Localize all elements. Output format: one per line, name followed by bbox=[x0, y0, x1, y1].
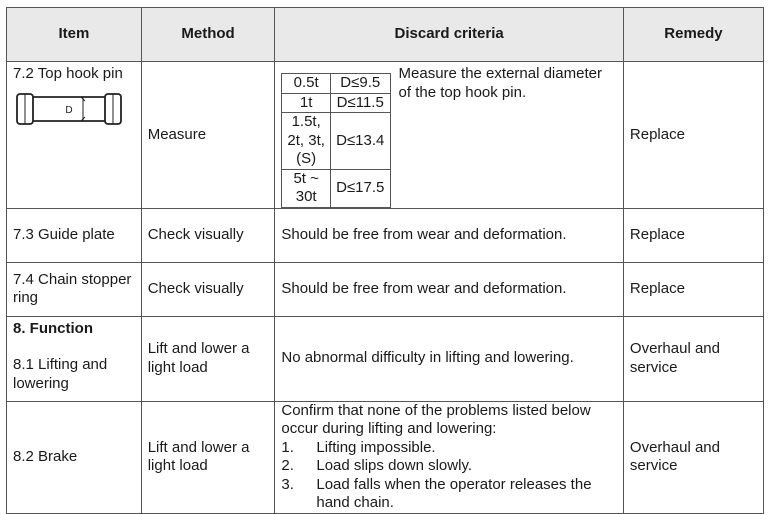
capacity-cell: 1.5t, 2t, 3t, (S) bbox=[282, 113, 331, 170]
table-row bbox=[7, 62, 764, 209]
pin-diameter-label: D bbox=[65, 104, 73, 116]
item-cell: 7.3 Guide plate bbox=[7, 208, 142, 262]
capacity-cell: 0.5t bbox=[282, 74, 331, 94]
capacity-cell: 5t ~ 30t bbox=[282, 169, 331, 207]
item-label: 7.2 Top hook pin bbox=[13, 65, 123, 82]
table-row bbox=[7, 316, 764, 401]
criteria-cell: Should be free from wear and deformation. bbox=[275, 262, 624, 316]
list-number: 2. bbox=[281, 457, 294, 474]
table-row bbox=[7, 401, 764, 513]
method-cell: Check visually bbox=[141, 262, 275, 316]
remedy-cell: Overhaul and service bbox=[623, 401, 763, 513]
item-cell bbox=[7, 316, 142, 401]
size-row bbox=[282, 74, 390, 94]
inspection-table bbox=[6, 7, 764, 514]
list-item bbox=[281, 457, 617, 476]
section-heading: 8. Function bbox=[13, 319, 93, 337]
table-row bbox=[7, 262, 764, 316]
header-remedy: Remedy bbox=[623, 8, 763, 62]
header-item: Item bbox=[7, 8, 142, 62]
list-text: Load falls when the operator releases the hand chain. bbox=[316, 475, 592, 511]
header-criteria: Discard criteria bbox=[275, 8, 624, 62]
criteria-cell bbox=[275, 62, 624, 209]
list-number: 1. bbox=[281, 438, 294, 456]
item-cell: 8.2 Brake bbox=[7, 401, 142, 513]
size-row bbox=[282, 113, 390, 170]
diameter-cell: D≤13.4 bbox=[330, 113, 390, 170]
criteria-cell: No abnormal difficulty in lifting and lowering. bbox=[275, 316, 624, 401]
item-label: 8.1 Lifting and lowering bbox=[13, 356, 108, 392]
list-number: 3. bbox=[281, 475, 294, 493]
criteria-content bbox=[281, 65, 617, 208]
criteria-cell: Should be free from wear and deformation. bbox=[275, 208, 624, 262]
criteria-cell bbox=[275, 401, 624, 513]
list-text: Lifting impossible. bbox=[316, 438, 436, 456]
list-item bbox=[281, 439, 617, 458]
item-cell: 7.4 Chain stopper ring bbox=[7, 262, 142, 316]
remedy-cell: Replace bbox=[623, 208, 763, 262]
header-row bbox=[7, 8, 764, 62]
method-cell: Check visually bbox=[141, 208, 275, 262]
problem-list bbox=[281, 439, 617, 513]
table-row bbox=[7, 208, 764, 262]
remedy-cell: Overhaul and service bbox=[623, 316, 763, 401]
diameter-cell: D≤11.5 bbox=[330, 93, 390, 113]
header-method: Method bbox=[141, 8, 275, 62]
remedy-cell: Replace bbox=[623, 62, 763, 209]
method-cell: Measure bbox=[141, 62, 275, 209]
inspection-table-wrapper bbox=[6, 7, 764, 514]
criteria-text: Measure the external diameter of the top hook pin. bbox=[398, 65, 602, 101]
hook-pin-diagram bbox=[13, 88, 135, 134]
size-row bbox=[282, 169, 390, 207]
list-item bbox=[281, 476, 617, 513]
pin-size-table bbox=[281, 73, 390, 208]
criteria-intro: Confirm that none of the problems listed below occur during lifting and lowering: bbox=[281, 401, 591, 437]
method-cell: Lift and lower a light load bbox=[141, 401, 275, 513]
remedy-cell: Replace bbox=[623, 262, 763, 316]
capacity-cell: 1t bbox=[282, 93, 331, 113]
item-cell bbox=[7, 62, 142, 209]
diameter-cell: D≤17.5 bbox=[330, 169, 390, 207]
size-row bbox=[282, 93, 390, 113]
diameter-cell: D≤9.5 bbox=[330, 74, 390, 94]
list-text: Load slips down slowly. bbox=[316, 457, 472, 474]
method-cell: Lift and lower a light load bbox=[141, 316, 275, 401]
